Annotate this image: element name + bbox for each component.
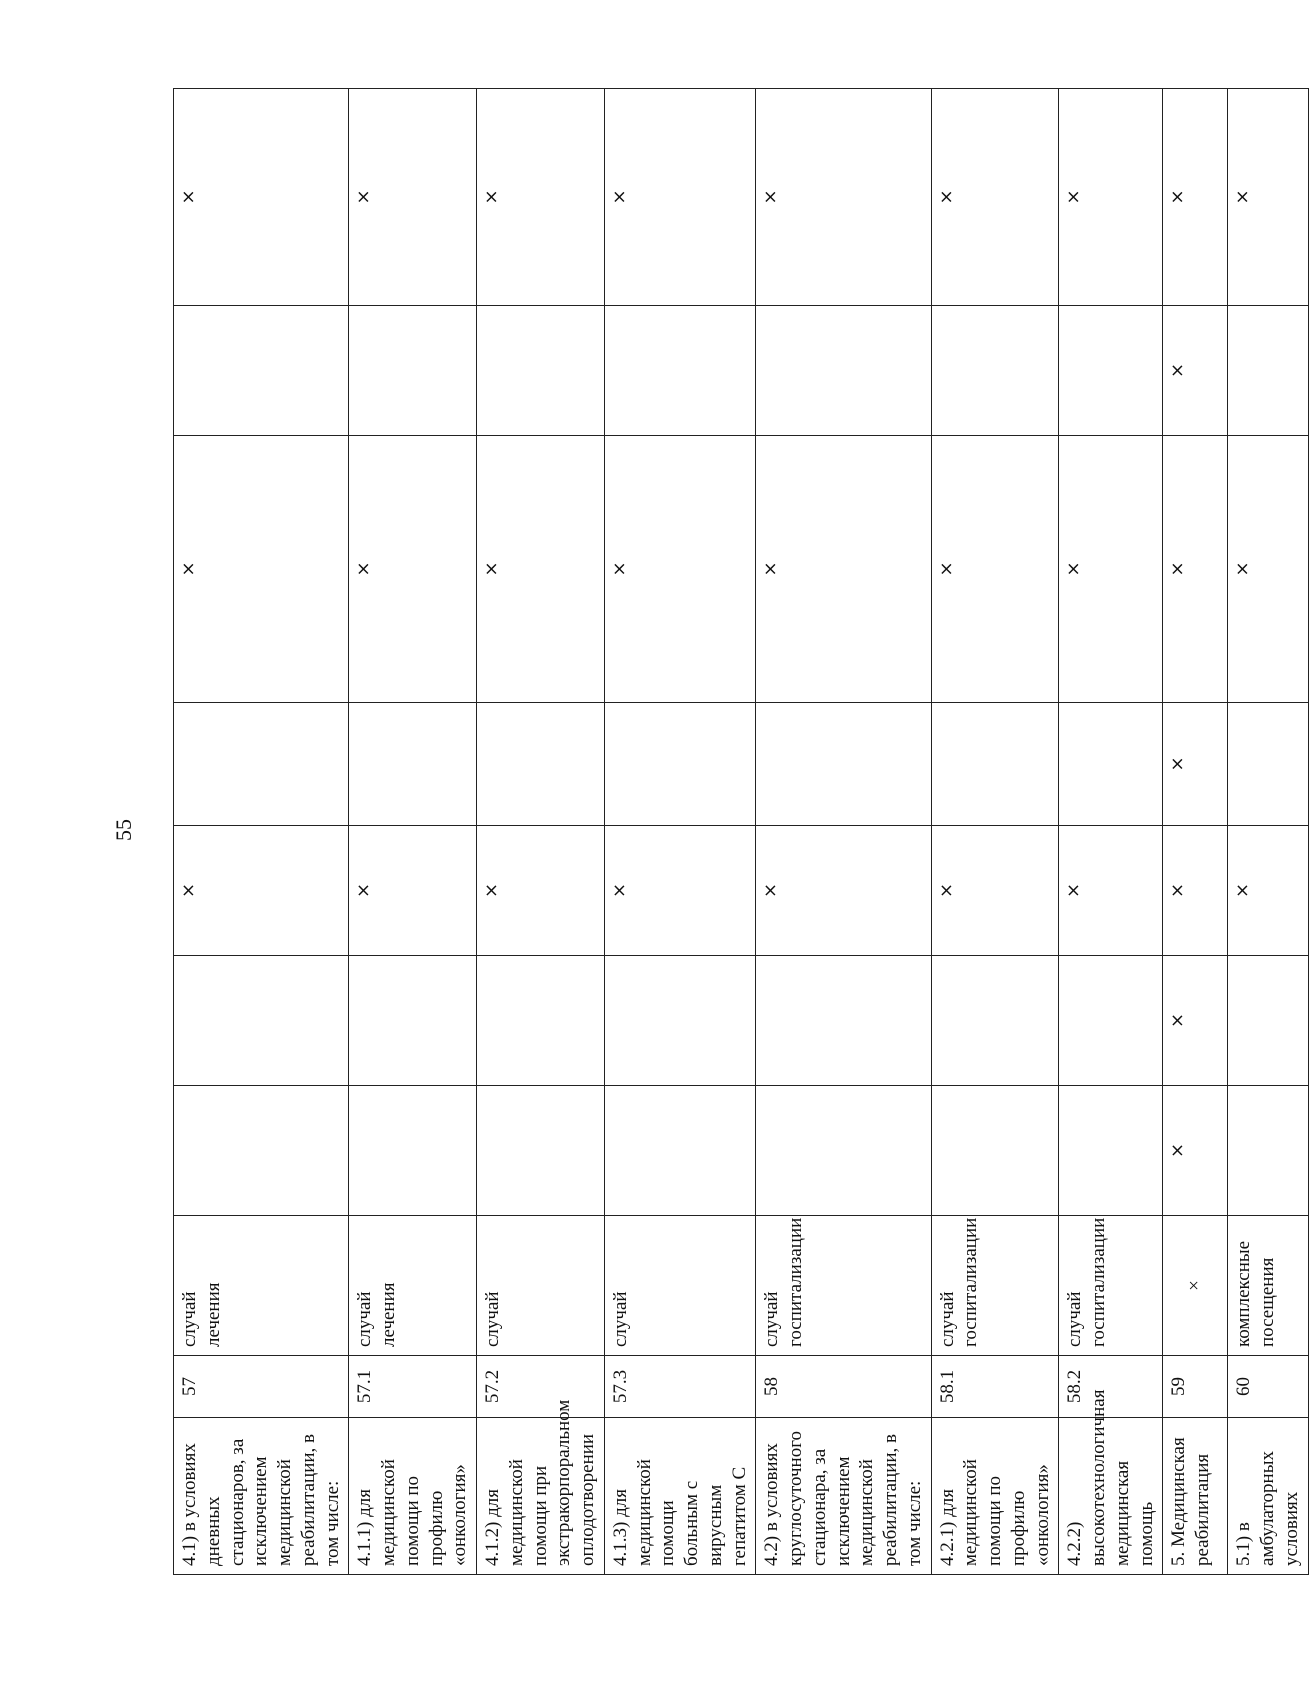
mark-cell-c7: × — [174, 89, 349, 306]
row-unit: случай госпитализации — [1059, 1216, 1163, 1356]
row-code: 58.1 — [931, 1356, 1059, 1418]
mark-cell-c6 — [1059, 306, 1163, 436]
mark-cell-c6 — [349, 306, 477, 436]
row-unit: случай лечения — [349, 1216, 477, 1356]
table-row — [174, 89, 349, 1575]
row-label: 4.1) в условиях дневных стационаров, за исключением медицинской реабилитации, в том числе: — [174, 1418, 349, 1575]
row-unit: случай лечения — [174, 1216, 349, 1356]
row-code: 57 — [174, 1356, 349, 1418]
mark-cell-c5: × — [1059, 436, 1163, 703]
mark-cell-c4 — [604, 703, 756, 826]
mark-cell-c6 — [174, 306, 349, 436]
row-label: 4.1.1) для медицинской помощи по профилю «онкология» — [349, 1418, 477, 1575]
mark-cell-c3: × — [477, 826, 605, 956]
mark-cell-c2 — [349, 956, 477, 1086]
mark-cell-c1 — [931, 1086, 1059, 1216]
table-row — [1228, 89, 1308, 1575]
row-code: 60 — [1228, 1356, 1308, 1418]
mark-cell-c2 — [604, 956, 756, 1086]
row-unit: комплексные посещения — [1228, 1216, 1308, 1356]
row-code: 57.3 — [604, 1356, 756, 1418]
row-code: 58.2 — [1059, 1356, 1163, 1418]
mark-cell-c7: × — [1059, 89, 1163, 306]
row-label: 5.1) в амбулаторных условиях — [1228, 1418, 1308, 1575]
mark-cell-c2 — [477, 956, 605, 1086]
mark-cell-c6 — [604, 306, 756, 436]
mark-cell-c7: × — [604, 89, 756, 306]
table-row — [1059, 89, 1163, 1575]
mark-cell-c1 — [756, 1086, 931, 1216]
mark-cell-c3: × — [1163, 826, 1228, 956]
row-code: 57.1 — [349, 1356, 477, 1418]
row-code: 57.2 — [477, 1356, 605, 1418]
table-row — [756, 89, 931, 1575]
page-number: 55 — [111, 819, 136, 841]
mark-cell-c7: × — [756, 89, 931, 306]
table-row — [349, 89, 477, 1575]
mark-cell-c2 — [931, 956, 1059, 1086]
mark-cell-c2 — [756, 956, 931, 1086]
mark-cell-c3: × — [931, 826, 1059, 956]
mark-cell-c7: × — [349, 89, 477, 306]
mark-cell-c5: × — [477, 436, 605, 703]
table-row — [1163, 89, 1228, 1575]
mark-cell-c3: × — [756, 826, 931, 956]
mark-cell-c4 — [349, 703, 477, 826]
row-label: 4.1.3) для медицинской помощи больным с вирусным гепатитом С — [604, 1418, 756, 1575]
table-row — [604, 89, 756, 1575]
data-table — [173, 88, 1309, 1575]
mark-cell-c5: × — [349, 436, 477, 703]
row-unit: × — [1163, 1216, 1228, 1356]
mark-cell-c3: × — [604, 826, 756, 956]
mark-cell-c3: × — [1228, 826, 1308, 956]
mark-cell-c1 — [1059, 1086, 1163, 1216]
row-label: 4.2) в условиях круглосуточного стационара, за исключением медицинской реабилитации, в том числе: — [756, 1418, 931, 1575]
table-wrapper — [173, 89, 1302, 1575]
mark-cell-c6 — [756, 306, 931, 436]
mark-cell-c2: × — [1163, 956, 1228, 1086]
mark-cell-c2 — [174, 956, 349, 1086]
mark-cell-c1 — [604, 1086, 756, 1216]
row-label: 4.2.2) высокотехнологичная медицинская помощь — [1059, 1418, 1163, 1575]
mark-cell-c4 — [174, 703, 349, 826]
mark-cell-c5: × — [174, 436, 349, 703]
row-unit: случай — [604, 1216, 756, 1356]
mark-cell-c2 — [1059, 956, 1163, 1086]
mark-cell-c7: × — [1163, 89, 1228, 306]
mark-cell-c2 — [1228, 956, 1308, 1086]
row-label: 4.2.1) для медицинской помощи по профилю «онкология» — [931, 1418, 1059, 1575]
row-unit: случай — [477, 1216, 605, 1356]
mark-cell-c5: × — [931, 436, 1059, 703]
mark-cell-c1 — [1228, 1086, 1308, 1216]
mark-cell-c1 — [477, 1086, 605, 1216]
mark-cell-c7: × — [1228, 89, 1308, 306]
mark-cell-c6 — [931, 306, 1059, 436]
mark-cell-c1 — [174, 1086, 349, 1216]
row-unit: случай госпитализации — [931, 1216, 1059, 1356]
mark-cell-c4 — [931, 703, 1059, 826]
mark-cell-c6 — [1228, 306, 1308, 436]
table-row — [931, 89, 1059, 1575]
mark-cell-c3: × — [1059, 826, 1163, 956]
table-row — [477, 89, 605, 1575]
mark-cell-c6 — [477, 306, 605, 436]
mark-cell-c4 — [756, 703, 931, 826]
mark-cell-c3: × — [174, 826, 349, 956]
row-label: 4.1.2) для медицинской помощи при экстракорпоральном оплодотворении — [477, 1418, 605, 1575]
mark-cell-c5: × — [756, 436, 931, 703]
mark-cell-c5: × — [604, 436, 756, 703]
row-code: 59 — [1163, 1356, 1228, 1418]
mark-cell-c7: × — [477, 89, 605, 306]
mark-cell-c5: × — [1228, 436, 1308, 703]
mark-cell-c4: × — [1163, 703, 1228, 826]
mark-cell-c7: × — [931, 89, 1059, 306]
mark-cell-c6: × — [1163, 306, 1228, 436]
mark-cell-c4 — [1228, 703, 1308, 826]
row-label: 5. Медицинская реабилитация — [1163, 1418, 1228, 1575]
mark-cell-c5: × — [1163, 436, 1228, 703]
row-unit: случай госпитализации — [756, 1216, 931, 1356]
mark-cell-c1 — [349, 1086, 477, 1216]
mark-cell-c4 — [477, 703, 605, 826]
mark-cell-c4 — [1059, 703, 1163, 826]
mark-cell-c3: × — [349, 826, 477, 956]
row-code: 58 — [756, 1356, 931, 1418]
mark-cell-c1: × — [1163, 1086, 1228, 1216]
